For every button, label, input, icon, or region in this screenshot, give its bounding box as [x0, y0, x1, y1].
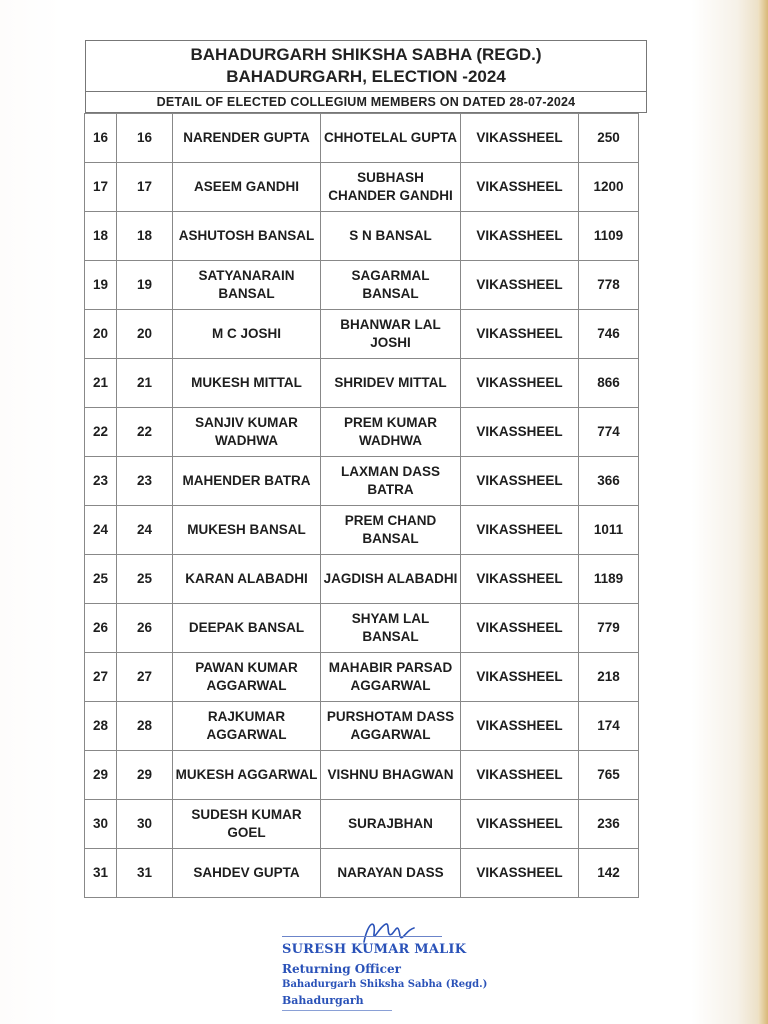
panel-cell: VIKASSHEEL — [461, 163, 579, 212]
votes-cell: 174 — [579, 702, 639, 751]
member-name-cell: DEEPAK BANSAL — [173, 604, 321, 653]
member-number-cell: 25 — [117, 555, 173, 604]
table-row — [85, 849, 639, 898]
father-name-cell: JAGDISH ALABADHI — [321, 555, 461, 604]
member-name-cell: MUKESH BANSAL — [173, 506, 321, 555]
table-row — [85, 702, 639, 751]
member-number-cell: 20 — [117, 310, 173, 359]
member-number-cell: 31 — [117, 849, 173, 898]
member-number-cell: 26 — [117, 604, 173, 653]
panel-cell: VIKASSHEEL — [461, 506, 579, 555]
father-name-cell: SHRIDEV MITTAL — [321, 359, 461, 408]
member-name-cell: SUDESH KUMAR GOEL — [173, 800, 321, 849]
serial-number-cell: 23 — [85, 457, 117, 506]
votes-cell: 1200 — [579, 163, 639, 212]
member-number-cell: 22 — [117, 408, 173, 457]
member-name-cell: ASHUTOSH BANSAL — [173, 212, 321, 261]
father-name-cell: VISHNU BHAGWAN — [321, 751, 461, 800]
panel-cell: VIKASSHEEL — [461, 751, 579, 800]
votes-cell: 1109 — [579, 212, 639, 261]
panel-cell: VIKASSHEEL — [461, 408, 579, 457]
panel-cell: VIKASSHEEL — [461, 702, 579, 751]
member-number-cell: 30 — [117, 800, 173, 849]
member-number-cell: 16 — [117, 114, 173, 163]
panel-cell: VIKASSHEEL — [461, 555, 579, 604]
serial-number-cell: 21 — [85, 359, 117, 408]
father-name-cell: S N BANSAL — [321, 212, 461, 261]
member-name-cell: NARENDER GUPTA — [173, 114, 321, 163]
father-name-cell: PREM KUMAR WADHWA — [321, 408, 461, 457]
panel-cell: VIKASSHEEL — [461, 653, 579, 702]
votes-cell: 866 — [579, 359, 639, 408]
serial-number-cell: 28 — [85, 702, 117, 751]
father-name-cell: PREM CHAND BANSAL — [321, 506, 461, 555]
member-name-cell: SATYANARAIN BANSAL — [173, 261, 321, 310]
member-number-cell: 28 — [117, 702, 173, 751]
serial-number-cell: 27 — [85, 653, 117, 702]
votes-cell: 779 — [579, 604, 639, 653]
member-name-cell: SANJIV KUMAR WADHWA — [173, 408, 321, 457]
table-row — [85, 604, 639, 653]
father-name-cell: SAGARMAL BANSAL — [321, 261, 461, 310]
panel-cell: VIKASSHEEL — [461, 359, 579, 408]
votes-cell: 774 — [579, 408, 639, 457]
table-row — [85, 114, 639, 163]
table-row — [85, 506, 639, 555]
member-number-cell: 24 — [117, 506, 173, 555]
members-table-body — [85, 114, 639, 898]
table-row — [85, 261, 639, 310]
signature-line — [282, 936, 442, 937]
member-name-cell: MUKESH AGGARWAL — [173, 751, 321, 800]
document-title: BAHADURGARH SHIKSHA SABHA (REGD.) — [190, 45, 542, 64]
panel-cell: VIKASSHEEL — [461, 604, 579, 653]
document-subtitle: DETAIL OF ELECTED COLLEGIUM MEMBERS ON DATED 28-07-2024 — [156, 95, 576, 109]
panel-cell: VIKASSHEEL — [461, 310, 579, 359]
serial-number-cell: 29 — [85, 751, 117, 800]
document-election-title: BAHADURGARH, ELECTION -2024 — [86, 66, 646, 92]
votes-cell: 236 — [579, 800, 639, 849]
panel-cell: VIKASSHEEL — [461, 114, 579, 163]
serial-number-cell: 25 — [85, 555, 117, 604]
father-name-cell: CHHOTELAL GUPTA — [321, 114, 461, 163]
members-table — [84, 113, 639, 898]
serial-number-cell: 31 — [85, 849, 117, 898]
member-name-cell: M C JOSHI — [173, 310, 321, 359]
serial-number-cell: 24 — [85, 506, 117, 555]
votes-cell: 778 — [579, 261, 639, 310]
panel-cell: VIKASSHEEL — [461, 849, 579, 898]
member-name-cell: ASEEM GANDHI — [173, 163, 321, 212]
table-row — [85, 359, 639, 408]
member-name-cell: PAWAN KUMAR AGGARWAL — [173, 653, 321, 702]
serial-number-cell: 26 — [85, 604, 117, 653]
serial-number-cell: 17 — [85, 163, 117, 212]
officer-city: Bahadurgarh — [282, 994, 364, 1007]
member-number-cell: 21 — [117, 359, 173, 408]
votes-cell: 765 — [579, 751, 639, 800]
father-name-cell: SHYAM LAL BANSAL — [321, 604, 461, 653]
member-number-cell: 19 — [117, 261, 173, 310]
serial-number-cell: 30 — [85, 800, 117, 849]
serial-number-cell: 16 — [85, 114, 117, 163]
table-row — [85, 408, 639, 457]
table-row — [85, 555, 639, 604]
father-name-cell: SUBHASH CHANDER GANDHI — [321, 163, 461, 212]
votes-cell: 1189 — [579, 555, 639, 604]
stamp-underline — [282, 1010, 392, 1011]
table-row — [85, 163, 639, 212]
panel-cell: VIKASSHEEL — [461, 212, 579, 261]
votes-cell: 142 — [579, 849, 639, 898]
table-row — [85, 751, 639, 800]
page-edge-shadow — [758, 0, 768, 1024]
votes-cell: 250 — [579, 114, 639, 163]
member-name-cell: SAHDEV GUPTA — [173, 849, 321, 898]
serial-number-cell: 18 — [85, 212, 117, 261]
votes-cell: 1011 — [579, 506, 639, 555]
serial-number-cell: 19 — [85, 261, 117, 310]
officer-name: SURESH KUMAR MALIK — [282, 942, 467, 957]
table-row — [85, 212, 639, 261]
father-name-cell: PURSHOTAM DASS AGGARWAL — [321, 702, 461, 751]
table-row — [85, 457, 639, 506]
officer-organization: Bahadurgarh Shiksha Sabha (Regd.) — [282, 979, 488, 990]
member-number-cell: 23 — [117, 457, 173, 506]
member-name-cell: KARAN ALABADHI — [173, 555, 321, 604]
votes-cell: 218 — [579, 653, 639, 702]
votes-cell: 366 — [579, 457, 639, 506]
serial-number-cell: 20 — [85, 310, 117, 359]
panel-cell: VIKASSHEEL — [461, 261, 579, 310]
father-name-cell: LAXMAN DASS BATRA — [321, 457, 461, 506]
father-name-cell: BHANWAR LAL JOSHI — [321, 310, 461, 359]
father-name-cell: MAHABIR PARSAD AGGARWAL — [321, 653, 461, 702]
panel-cell: VIKASSHEEL — [461, 457, 579, 506]
table-row — [85, 653, 639, 702]
officer-role: Returning Officer — [282, 962, 401, 976]
serial-number-cell: 22 — [85, 408, 117, 457]
member-number-cell: 27 — [117, 653, 173, 702]
member-number-cell: 18 — [117, 212, 173, 261]
panel-cell: VIKASSHEEL — [461, 800, 579, 849]
member-number-cell: 29 — [117, 751, 173, 800]
member-name-cell: MAHENDER BATRA — [173, 457, 321, 506]
father-name-cell: NARAYAN DASS — [321, 849, 461, 898]
member-number-cell: 17 — [117, 163, 173, 212]
document-header — [85, 40, 647, 113]
table-row — [85, 310, 639, 359]
votes-cell: 746 — [579, 310, 639, 359]
table-row — [85, 800, 639, 849]
father-name-cell: SURAJBHAN — [321, 800, 461, 849]
member-name-cell: RAJKUMAR AGGARWAL — [173, 702, 321, 751]
member-name-cell: MUKESH MITTAL — [173, 359, 321, 408]
